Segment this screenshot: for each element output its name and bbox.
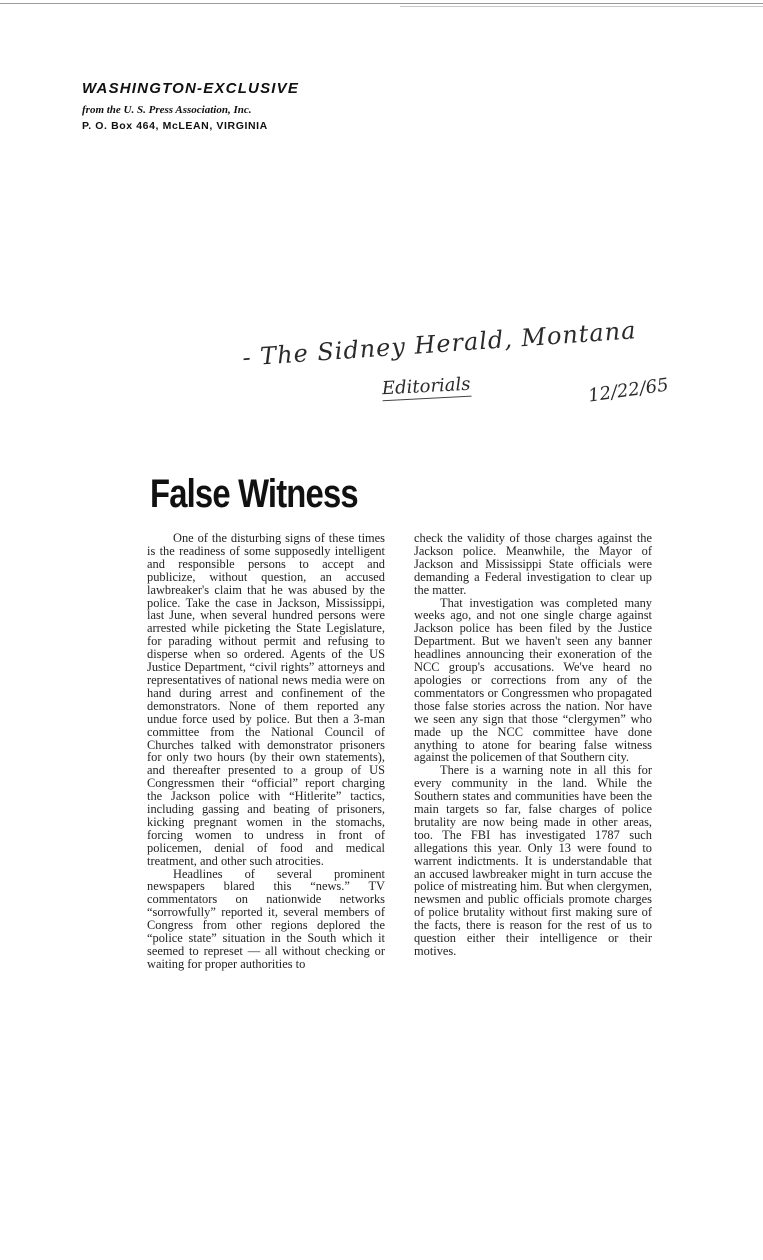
article-headline: False Witness: [150, 472, 358, 516]
top-rule-faint: [400, 6, 763, 7]
article-column-right: [414, 532, 652, 958]
handwritten-date: 12/22/65: [586, 374, 670, 407]
paragraph-2-start: Headlines of several prominent newspapers blared this “news.” TV commentators on nationwide networks “sorrowfully” reported it, several members of Congress from other regions deplored the “police state” situation in the South which it seemed to represet — all without checking or waiting for proper authorities to: [147, 866, 385, 971]
top-rule: [0, 3, 763, 4]
masthead-publisher: from the U. S. Press Association, Inc.: [82, 104, 252, 116]
paragraph-1: One of the disturbing signs of these times is the readiness of some supposedly intelligent and responsible persons to accept and publicize, without question, an accused lawbreaker's claim that he was abused by the police. Take the case in Jackson, Mississippi, last June, when several hundred persons were arrested while picketing the State Legislature, for parading without permit and refusing to disperse when so ordered. Agents of the US Justice Department, “civil rights” attorneys and representatives of national news media were on hand during arrest and confinement of the demonstrators. None of them reported any undue force used by police. But then a 3-man committee from the National Council of Churches talked with demonstrator prisoners for only two hours (by their own statements), and thereafter presented to a group of US Congressmen their “official” report charging the Jackson police with “Hitlerite” tactics, including gassing and beating of prisoners, kicking pregnant women in the stomachs, forcing women to undress in front of policemen, denial of food and medical treatment, and other such atrocities.: [147, 531, 385, 868]
masthead: [82, 80, 299, 132]
masthead-title: WASHINGTON-EXCLUSIVE: [82, 80, 300, 97]
masthead-address: P. O. Box 464, McLEAN, VIRGINIA: [82, 120, 268, 132]
paragraph-3: That investigation was completed many weeks ago, and not one single charge against Jackson police has been filed by the Justice Department. But we haven't seen any banner headlines announcing their exoneration of the NCC group's accusations. We've heard no apologies or corrections from any of the commentators or Congressmen who propagated those false stories across the nation. Nor have we seen any sign that those “clergymen” who made up the NCC committee have done anything to atone for bearing false witness against the policemen of that Southern city.: [414, 595, 652, 765]
paragraph-4: There is a warning note in all this for every community in the land. While the Southern states and communities have been the main targets so far, false charges of police brutality are now being made in other areas, too. The FBI has investigated 1787 such allegations this year. Only 13 were found to warrent indictments. It is understandable that an accused lawbreaker might in turn accuse the police of mistreating him. But when clergymen, newsmen and public officials promote charges of police brutality without first making sure of the facts, there is reason for the rest of us to question either their intelligence or their motives.: [414, 763, 652, 958]
handwritten-section: Editorials: [381, 373, 472, 400]
handwritten-source: - The Sidney Herald, Montana: [241, 316, 638, 372]
paragraph-2-continued: check the validity of those charges against the Jackson police. Meanwhile, the Mayor of Jackson and Mississippi State officials were demanding a Federal investigation to clear up the matter.: [414, 531, 652, 597]
article-column-left: [147, 532, 385, 971]
